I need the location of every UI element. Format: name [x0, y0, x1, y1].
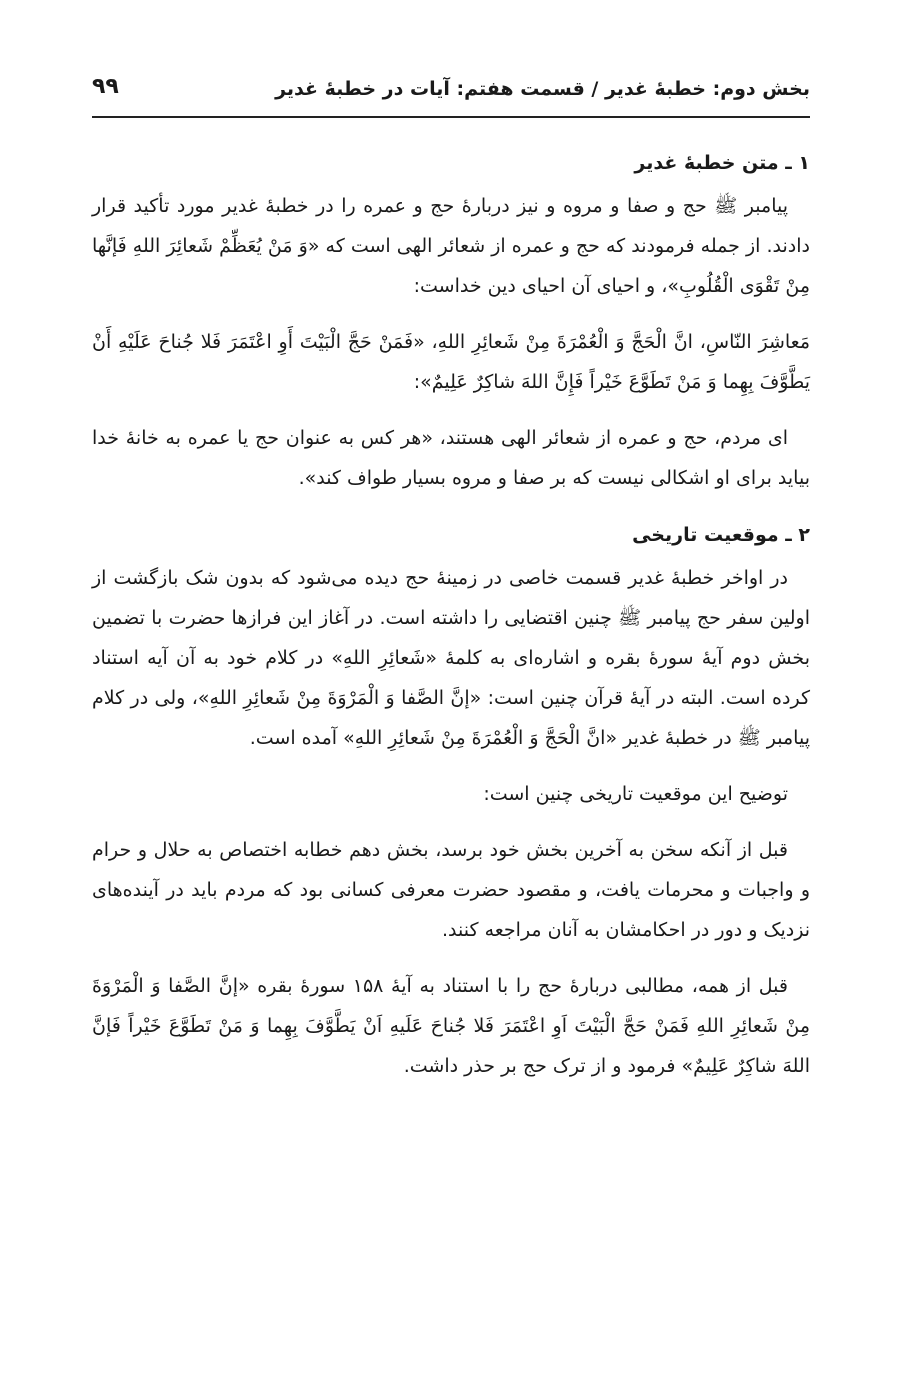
page-number: ۹۹ — [92, 74, 119, 99]
paragraph-hajj: قبل از همه، مطالبی دربارۀ حج را با استناد به آیۀ ۱۵۸ سورۀ بقره «إنَّ الصَّفا وَ الْمَرْوَةَ مِنْ شَعائِرِ اللهِ فَمَنْ حَجَّ الْبَيْتَ اَوِ اعْتَمَرَ فَلا جُناحَ عَلَيهِ اَنْ يَطَّوَّفَ بِهِما وَ مَنْ تَطَوَّعَ خَيْراً فَإنَّ اللهَ شاكِرٌ عَلِيمٌ» فرمود و از ترک حج بر حذر داشت. — [92, 975, 810, 1077]
header-rule — [92, 116, 810, 118]
paragraph-1: پیامبر ﷺ حج و صفا و مروه و نیز دربارۀ حج و عمره را در خطبۀ غدیر مورد تأکید قرار دادند. از جمله فرمودند که حج و عمره از شعائر الهی است که «وَ مَنْ يُعَظِّمْ شَعائِرَ اللهِ فَإنَّها مِنْ تَقْوَى الْقُلُوبِ»، و احیای آن احیای دین خداست: — [92, 195, 810, 297]
running-title: بخش دوم: خطبۀ غدیر / قسمت هفتم: آیات در خطبۀ غدیر — [275, 78, 810, 100]
section-heading-2: ۲ ـ موقعیت تاریخی — [632, 524, 810, 546]
book-page — [92, 60, 810, 1086]
paragraph-explanation: توضیح این موقعیت تاریخی چنین است: — [483, 783, 788, 805]
section-heading-1: ۱ ـ متن خطبۀ غدیر — [634, 152, 810, 174]
running-header — [92, 60, 810, 116]
paragraph-arabic-quote: مَعاشِرَ النّاسِ، انَّ الْحَجَّ وَ الْعُمْرَةَ مِنْ شَعائِرِ اللهِ، «فَمَنْ حَجَّ الْبَيْتَ أَوِ اعْتَمَرَ فَلا جُناحَ عَلَيْهِ أَنْ يَطَّوَّفَ بِهِما وَ مَنْ تَطَوَّعَ خَيْراً فَإِنَّ اللهَ شاكِرٌ عَلِيمٌ»: — [92, 331, 810, 393]
paragraph-history: در اواخر خطبۀ غدیر قسمت خاصی در زمینۀ حج دیده می‌شود که بدون شک بازگشت از اولین سفر حج پیامبر ﷺ چنین اقتضایی را داشته است. در آغاز این فرازها حضرت با تضمین بخش دوم آیۀ سورۀ بقره و اشاره‌ای به کلمۀ «شَعائِرِ اللهِ» در کلام خود به آن آیه استناد کرده است. البته در آیۀ قرآن چنین است: «إنَّ الصَّفا وَ الْمَرْوَةَ مِنْ شَعائِرِ اللهِ»، ولی در کلام پیامبر ﷺ در خطبۀ غدیر «انَّ الْحَجَّ وَ الْعُمْرَةَ مِنْ شَعائِرِ اللهِ» آمده است. — [92, 567, 810, 749]
paragraph-translation: ای مردم، حج و عمره از شعائر الهی هستند، «هر کس به عنوان حج یا عمره به خانۀ خدا بیاید برای او اشکالی نیست که بر صفا و مروه بسیار طواف کند». — [92, 427, 810, 489]
paragraph-context: قبل از آنکه سخن به آخرین بخش خود برسد، بخش دهم خطابه اختصاص به حلال و حرام و واجبات و محرمات یافت، و مقصود حضرت معرفی کسانی بود که مردم باید در آینده‌های نزدیک و دور در احکامشان به آنان مراجعه کنند. — [92, 839, 810, 941]
